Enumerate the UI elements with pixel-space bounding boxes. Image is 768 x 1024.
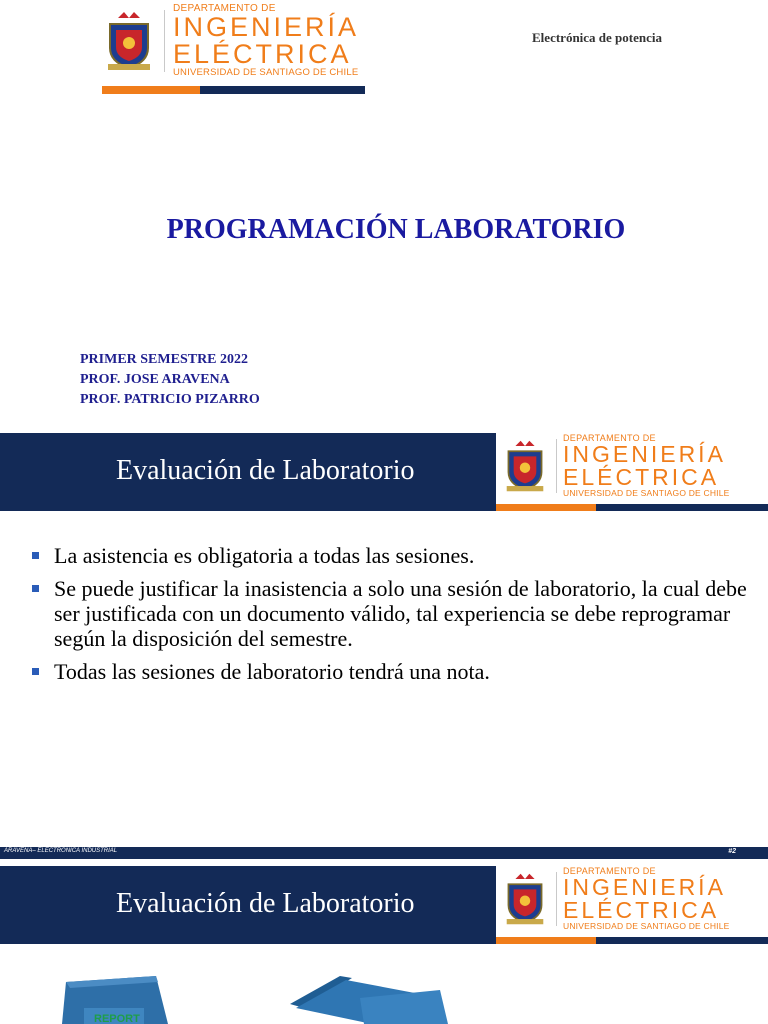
slide-footer [0,847,768,859]
course-subject: Electrónica de potencia [532,30,662,45]
logo-line-university: UNIVERSIDAD DE SANTIAGO DE CHILE [563,488,730,499]
logo-divider [556,872,557,926]
course-meta [80,350,260,410]
title-slide [0,0,768,432]
logo-line-university: UNIVERSIDAD DE SANTIAGO DE CHILE [563,921,730,932]
logo-line-department: DEPARTAMENTO DE [173,3,276,15]
university-shield-icon [502,872,548,926]
logo-line-electrica: ELÉCTRICA [173,39,352,70]
list-item: Se puede justificar la inasistencia a solo una sesión de laboratorio, la cual debe ser justificada con un documento válido, tal experiencia se debe reprogramar según la disposición del semestre. [32,576,762,651]
logo-line-ingenieria: INGENIERÍA [563,874,726,901]
slide-title: PROGRAMACIÓN LABORATORIO [166,214,626,245]
bullet-square-icon [32,585,39,592]
semester-line: PRIMER SEMESTRE 2022 [80,352,249,367]
logo-line-ingenieria: INGENIERÍA [173,12,360,43]
logo-bar-orange [102,86,200,94]
logo-bar-orange [496,937,596,944]
department-logo [502,866,730,932]
professor-line-1: PROF. JOSE ARAVENA [80,372,230,387]
book-label: REPORT [94,1013,140,1024]
bullet-square-icon [32,552,39,559]
logo-bar-navy [200,86,365,94]
department-logo [104,3,360,79]
logo-text [563,434,730,498]
logo-line-department: DEPARTAMENTO DE [563,433,656,444]
logo-bar-navy [596,504,768,511]
logo-bar-navy [596,937,768,944]
logo-line-electrica: ELÉCTRICA [563,897,720,924]
list-item: Todas las sesiones de laboratorio tendrá una nota. [32,659,762,684]
logo-text [563,867,730,931]
header-logo-panel [496,866,768,944]
footer-page-number: #2 [728,848,736,855]
logo-divider [164,10,165,72]
header-logo-panel [496,433,768,511]
slide-header [0,866,768,944]
logo-line-department: DEPARTAMENTO DE [563,866,656,877]
footer-author: ARAVENA– ELECTRÓNICA INDUSTRIAL [4,848,118,854]
logo-text [173,4,359,78]
slide-header [0,433,768,511]
slide-header-title: Evaluación de Laboratorio [116,888,415,919]
logo-line-electrica: ELÉCTRICA [563,464,720,491]
department-logo [502,433,730,499]
report-books-illustration [0,968,768,1024]
logo-line-university: UNIVERSIDAD DE SANTIAGO DE CHILE [173,67,359,79]
logo-divider [556,439,557,493]
book-icon [0,968,768,1024]
university-shield-icon [502,439,548,493]
university-shield-icon [104,10,154,72]
logo-line-ingenieria: INGENIERÍA [563,441,726,468]
professor-line-2: PROF. PATRICIO PIZARRO [80,392,260,407]
logo-bar-orange [496,504,596,511]
bullet-list [32,543,762,692]
bullet-square-icon [32,668,39,675]
list-item: La asistencia es obligatoria a todas las sesiones. [32,543,762,568]
slide-header-title: Evaluación de Laboratorio [116,455,415,486]
